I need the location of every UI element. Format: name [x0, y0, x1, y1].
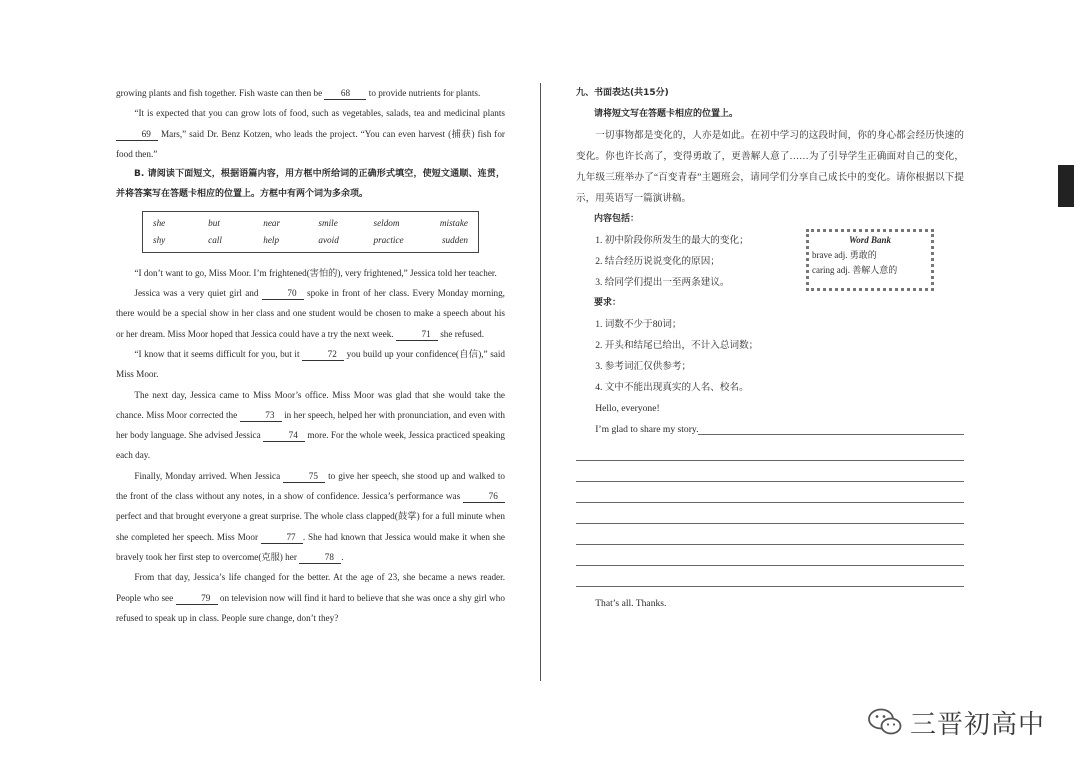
writing-instruction: 请将短文写在答题卡相应的位置上。 — [594, 109, 739, 119]
content-item-2: 2. 结合经历说说变化的原因； — [595, 256, 720, 267]
word-row-1: she but near smile seldom mistake — [153, 217, 468, 228]
content-item-1: 1. 初中阶段你所发生的最大的变化； — [595, 235, 749, 246]
word-bank-title: Word Bank — [848, 235, 892, 245]
word-row-2: shy call help avoid practice sudden — [153, 234, 468, 245]
answer-line — [576, 545, 964, 566]
closing-text: That’s all. Thanks. — [595, 598, 667, 609]
requirement-4: 4. 文中不能出现真实的人名、校名。 — [595, 382, 749, 393]
section-b-instruction: B. 请阅读下面短文，根据语篇内容，用方框中所给词的正确形式填空，使短文通顺、连贯，并将答案写在答题卡相应的位置上。方框中有两个词为多余项。 — [116, 169, 505, 200]
requirements-label: 要求： — [594, 298, 622, 308]
answer-line — [576, 503, 964, 524]
paragraph-73-74: The next day, Jessica came to Miss Moor’s office. Miss Moor was glad that she would take the chance. Miss Moor corrected the 73 in her speech, helped her with pronunciation, and even with her body language. She advised Jessica 74 more. For the whole week, Jessica practiced speaking each day. — [116, 389, 505, 461]
greeting: Hello, everyone! — [595, 403, 660, 414]
word-choice-box — [142, 211, 479, 253]
watermark-text: 三晋初高中 — [910, 709, 1046, 740]
word-bank-item: caring adj. 善解人意的 — [812, 265, 898, 275]
requirement-3: 3. 参考词汇仅供参考； — [595, 361, 692, 372]
writing-heading: 九、书面表达(共15分) — [576, 88, 669, 98]
content-label: 内容包括： — [594, 214, 640, 224]
paragraph-70-71: Jessica was a very quiet girl and 70 spoke in front of her class. Every Monday morning, there would be a special show in her class and one student would be chosen to make a speech about his or her dream. Miss Moor hoped that Jessica could have a try the next week. 71 she refused. — [116, 288, 505, 339]
answer-line — [698, 419, 964, 435]
page-divider — [540, 83, 541, 681]
page-edge-tab — [1058, 165, 1074, 207]
left-column — [116, 83, 505, 628]
answer-line — [576, 461, 964, 482]
wechat-icon — [868, 708, 902, 736]
answer-line — [576, 524, 964, 545]
watermark-logo — [868, 706, 1045, 738]
paragraph-75-78: Finally, Monday arrived. When Jessica 75 to give her speech, she stood up and walked to the front of the class without any notes, in a show of confidence. Jessica’s performance was 76 perfect and that brought everyone a great surprise. The whole class clapped(鼓掌) for a full minute when she completed her speech. Miss Moor 77 . She had known that Jessica would make it when she bravely took her first step to overcome(克服) her 78 . — [116, 470, 505, 562]
right-column — [576, 83, 964, 614]
requirement-2: 2. 开头和结尾已给出，不计入总词数； — [595, 340, 759, 351]
paragraph-69: “It is expected that you can grow lots of food, such as vegetables, salads, tea and medicinal plants 69 Mars,” said Dr. Benz Kotzen, who leads the project. “You can even harvest (捕获) fish for food then.” — [116, 108, 505, 159]
content-item-3: 3. 给同学们提出一至两条建议。 — [595, 277, 730, 288]
paragraph-68: growing plants and fish together. Fish waste can then be 68 to provide nutrients for plants. — [116, 88, 481, 98]
writing-intro: 一切事物都是变化的，人亦是如此。在初中学习的这段时间，你的身心都会经历快速的变化。你也许长高了，变得勇敢了，更善解人意了……为了引导学生正确面对自己的变化，九年级三班举办了“百变青春”主题班会，请同学们分享自己成长中的变化。请你根据以下提示，用英语写一篇演讲稿。 — [576, 130, 964, 204]
word-bank-item: brave adj. 勇敢的 — [812, 250, 877, 260]
paragraph-intro: “I don’t want to go, Miss Moor. I’m frightened(害怕的), very frightened,” Jessica told her teacher. — [134, 267, 497, 278]
paragraph-79: From that day, Jessica’s life changed for the better. At the age of 23, she became a news reader. People who see 79 on television now will find it hard to believe that she was once a shy girl who refused to speak up in class. People sure change, don’t they? — [116, 572, 505, 623]
word-bank-box — [806, 229, 934, 291]
requirement-1: 1. 词数不少于80词； — [595, 319, 682, 330]
answer-line — [576, 482, 964, 503]
opening-line — [576, 419, 964, 440]
answer-line — [576, 440, 964, 461]
paragraph-72: “I know that it seems difficult for you, but it 72 you build up your confidence(自信),” said Miss Moor. — [116, 348, 506, 380]
opening-text: I’m glad to share my story. — [595, 424, 699, 435]
answer-line — [576, 566, 964, 587]
